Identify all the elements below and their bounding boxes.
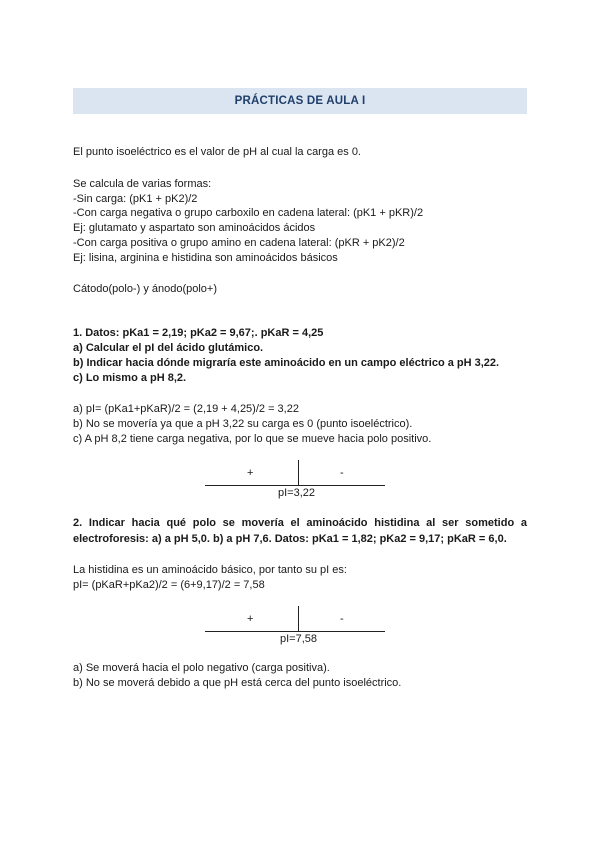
diagram2-positive-pole: + (247, 613, 254, 625)
problem1-question-a: a) Calcular el pI del ácido glutámico. (73, 342, 264, 354)
problem1-answer-b: b) No se movería ya que a pH 3,22 su carga es 0 (punto isoeléctrico). (73, 418, 413, 430)
header-bar (73, 88, 527, 114)
problem2-answer-b: b) No se moverá debido a que pH está cerca del punto isoeléctrico. (73, 677, 402, 689)
method-negative-charge: -Con carga negativa o grupo carboxilo en cadena lateral: (pK1 + pKR)/2 (73, 207, 424, 219)
diagram1-pi-marker (298, 460, 299, 486)
methods-heading: Se calcula de varias formas: (73, 178, 212, 190)
example-basic: Ej: lisina, arginina e histidina son aminoácidos básicos (73, 252, 338, 264)
diagram1-positive-pole: + (247, 467, 254, 479)
diagram2-negative-pole: - (340, 613, 344, 625)
electrodes-note: Cátodo(polo-) y ánodo(polo+) (73, 283, 218, 295)
diagram2-pi-label: pI=7,58 (280, 633, 318, 645)
method-no-charge: -Sin carga: (pK1 + pK2)/2 (73, 193, 198, 205)
problem2-statement: 2. Indicar hacia qué polo se movería el aminoácido histidina al ser sometido a electroforesis: a) a pH 5,0. b) a pH 7,6. Datos: pKa1 = 1,82; pKa2 = 9,17; pKaR = 6,0. (73, 517, 527, 545)
example-acidic: Ej: glutamato y aspartato son aminoácidos ácidos (73, 222, 316, 234)
page-title: PRÁCTICAS DE AULA I (234, 95, 366, 107)
problem1-answer-c: c) A pH 8,2 tiene carga negativa, por lo que se mueve hacia polo positivo. (73, 433, 432, 445)
intro-definition: El punto isoeléctrico es el valor de pH al cual la carga es 0. (73, 146, 361, 158)
problem2-pi-calculation: pI= (pKaR+pKa2)/2 = (6+9,17)/2 = 7,58 (73, 579, 265, 591)
problem1-question-b: b) Indicar hacia dónde migraría este aminoácido en un campo eléctrico a pH 3,22. (73, 357, 500, 369)
problem1-data: 1. Datos: pKa1 = 2,19; pKa2 = 9,67;. pKaR = 4,25 (73, 327, 324, 339)
method-positive-charge: -Con carga positiva o grupo amino en cadena lateral: (pKR + pK2)/2 (73, 237, 405, 249)
problem1-question-c: c) Lo mismo a pH 8,2. (73, 372, 187, 384)
diagram2-axis (205, 631, 385, 632)
diagram2-pi-marker (298, 606, 299, 632)
problem2-explanation: La histidina es un aminoácido básico, por tanto su pI es: (73, 564, 347, 576)
diagram1-negative-pole: - (340, 467, 344, 479)
problem2-answer-a: a) Se moverá hacia el polo negativo (carga positiva). (73, 662, 330, 674)
diagram1-pi-label: pI=3,22 (278, 487, 316, 499)
problem1-answer-a: a) pI= (pKa1+pKaR)/2 = (2,19 + 4,25)/2 = 3,22 (73, 403, 299, 415)
diagram1-axis (205, 485, 385, 486)
